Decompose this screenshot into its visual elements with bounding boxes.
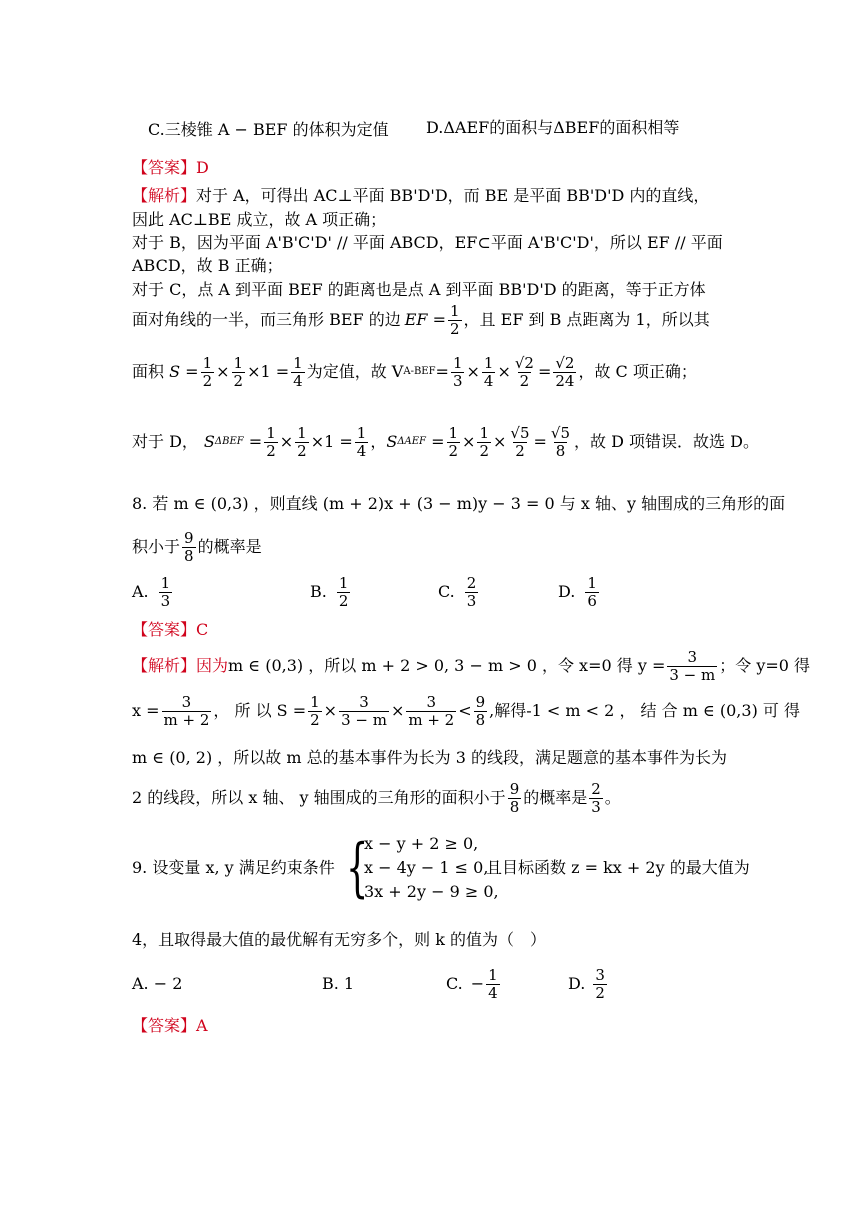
- q8-analysis-line-3: m ∈ (0, 2) ，所以故 m 总的基本事件为长为 3 的线段，满足题意的基本事件为长为: [132, 748, 727, 767]
- analysis-text: 对于 A，可得出 AC⊥平面 BB'D'D，而 BE 是平面 BB'D'D 内的直线，: [196, 186, 710, 205]
- text: ，故 C 项正确；: [578, 362, 697, 381]
- text: ；令 y=0 得: [719, 656, 811, 675]
- answer-tag: 【答案】: [132, 158, 197, 177]
- text: 的概率是: [523, 788, 588, 807]
- q8-option-d: D. $\frac{1}{6}$: [558, 573, 597, 610]
- text: ，且 EF 到 B 点距离为 1，所以其: [463, 310, 710, 329]
- fraction: $\frac{1}{2}$: [450, 301, 460, 338]
- text: 的概率是: [197, 537, 262, 556]
- q9-stem-suffix: 且目标函数 z = kx + 2y 的最大值为: [486, 858, 750, 877]
- text: ， 所 以 S =: [213, 701, 307, 720]
- q9-option-d: D. $\frac{3}{2}$: [568, 965, 605, 1002]
- q7-analysis-line-5: 对于 C，点 A 到平面 BEF 的距离也是点 A 到平面 BB'D'D 的距离，等于正方体: [132, 280, 706, 299]
- option-label: C.: [446, 974, 463, 993]
- option-label: A.: [132, 582, 149, 601]
- q8-option-c: C. $\frac{2}{3}$: [438, 573, 477, 610]
- answer-tag: 【答案】: [132, 620, 197, 639]
- q9-stem-line-2: 4，且取得最大值的最优解有无穷多个，则 k 的值为（ ）: [132, 930, 547, 949]
- q8-analysis-line-2: x = $\frac{3}{m + 2}$ ， 所 以 S = $\frac{1}{2}$ × $\frac{3}{3 - m}$ × $\frac{3}{m + 2}$ < $\frac{9}{8}$ ,解得-1 < m < 2 ， 结 合 m ∈ (0,3) 可 得: [132, 692, 800, 729]
- q9-stem-prefix: 9. 设变量 x, y 满足约束条件: [132, 858, 335, 877]
- text: x =: [132, 701, 160, 720]
- option-label: C.: [438, 582, 455, 601]
- text: 面对角线的一半，而三角形 BEF 的边: [132, 310, 401, 329]
- q7-analysis-line-6: 面对角线的一半，而三角形 BEF 的边 EF = $\frac{1}{2}$ ，且 EF 到 B 点距离为 1，所以其: [132, 301, 710, 338]
- q7-analysis-line-7: 面积 S = $\frac{1}{2}$ × $\frac{1}{2}$ ×1 = $\frac{1}{4}$ 为定值，故 V A-BEF = $\frac{1}{3}$ × $\frac{1}{4}$ × $\frac{√2}{2}$ = $\frac{√2}{24}$ ，故 C 项正确；: [132, 353, 697, 390]
- text: ,解得-1 < m < 2 ， 结 合 m ∈ (0,3) 可 得: [489, 701, 800, 720]
- q9-option-c: C. − $\frac{1}{4}$: [446, 965, 498, 1002]
- text: ，故 D 项错误．故选 D。: [574, 432, 759, 451]
- text: 。: [604, 788, 621, 807]
- text: 面积: [132, 362, 165, 381]
- q8-answer-line: [132, 620, 732, 640]
- q9-constraint-2: x − 4y − 1 ≤ 0,: [364, 858, 489, 877]
- text: 对于 D，: [132, 432, 198, 451]
- q7-option-d: D.ΔAEF的面积与ΔBEF的面积相等: [426, 118, 680, 137]
- option-label: B.: [310, 582, 327, 601]
- q7-analysis-line-8: 对于 D， S ΔBEF = $\frac{1}{2}$ × $\frac{1}{2}$ ×1 = $\frac{1}{4}$ ， S ΔAEF = $\frac{1}{2}$ × $\frac{1}{2}$ × $\frac{√5}{2}$ = $\frac{√5}{8}$ ，故 D 项错误．故选 D。: [132, 423, 759, 460]
- left-brace: {: [346, 831, 369, 905]
- q7-analysis-line-4: ABCD，故 B 正确；: [132, 256, 283, 275]
- text: 为定值，故 V: [306, 362, 404, 381]
- text: 积小于: [132, 537, 181, 556]
- q9-option-b: B. 1: [322, 974, 355, 993]
- q8-option-a: A. $\frac{1}{3}$: [132, 573, 171, 610]
- q7-option-c: C.三棱锥 A − BEF 的体积为定值: [148, 120, 389, 139]
- q9-constraint-1: x − y + 2 ≥ 0,: [364, 834, 479, 853]
- option-label: D.: [568, 974, 586, 993]
- q8-analysis-line-4: 2 的线段，所以 x 轴、 y 轴围成的三角形的面积小于 $\frac{9}{8}$ 的概率是 $\frac{2}{3}$ 。: [132, 779, 621, 816]
- q8-option-b: B. $\frac{1}{2}$: [310, 573, 349, 610]
- q7-analysis-line-2: 因此 AC⊥BE 成立，故 A 项正确；: [132, 210, 387, 229]
- q8-stem-line-1: 8. 若 m ∈ (0,3) ，则直线 (m + 2)x + (3 − m)y − 3 = 0 与 x 轴、y 轴围成的三角形的面: [132, 494, 786, 513]
- q9-answer-line: [132, 1016, 732, 1036]
- option-label: D.: [558, 582, 576, 601]
- q7-analysis-line-1: [132, 186, 732, 206]
- q7-analysis-line-3: 对于 B，因为平面 A'B'C'D' // 平面 ABCD，EF⊂平面 A'B'C'D'，所以 EF // 平面: [132, 233, 723, 252]
- q7-answer: D: [196, 158, 209, 177]
- q7-answer-line: [132, 158, 732, 178]
- q8-stem-line-2: 积小于 $\frac{9}{8}$ 的概率是: [132, 528, 262, 565]
- q9-constraint-3: 3x + 2y − 9 ≥ 0,: [364, 882, 499, 901]
- q8-analysis-line-1: 【解析】 因为 m ∈ (0,3) ，所以 m + 2 > 0, 3 − m > 0 ，令 x=0 得 y = $\frac{3}{3 - m}$ ；令 y=0 得: [132, 647, 811, 684]
- subscript: A-BEF: [403, 366, 436, 377]
- q8-answer: C: [196, 620, 209, 639]
- analysis-tag: 【解析】: [132, 656, 197, 675]
- analysis-tag: 【解析】: [132, 186, 197, 205]
- text: m ∈ (0,3) ，所以 m + 2 > 0, 3 − m > 0 ，令 x=0 得 y =: [228, 656, 666, 675]
- text: 因为: [196, 656, 229, 675]
- answer-tag: 【答案】: [132, 1016, 197, 1035]
- q9-option-a: A. − 2: [132, 974, 183, 993]
- q9-answer: A: [196, 1016, 208, 1035]
- text: 2 的线段，所以 x 轴、 y 轴围成的三角形的面积小于: [132, 788, 506, 807]
